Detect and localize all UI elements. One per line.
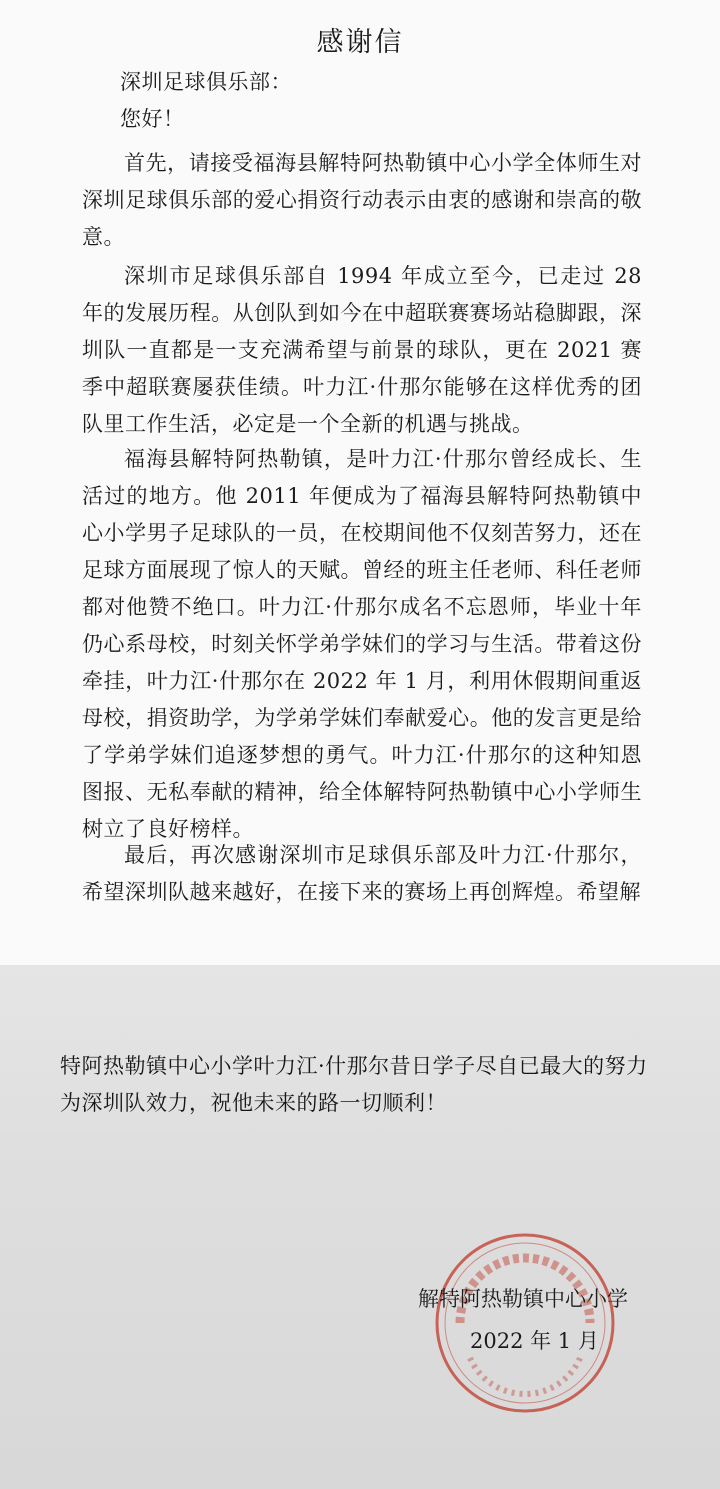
- paragraph-3: 福海县解特阿热勒镇，是叶力江·什那尔曾经成长、生活过的地方。他 2011 年便成为了福海县解特阿热勒镇中心小学男子足球队的一员，在校期间他不仅刻苦努力，还在足球方面展现了惊人的天赋。曾经的班主任老师、科任老师都对他赞不绝口。叶力江·什那尔成名不忘恩师，毕业十年仍心系母校，时刻关怀学弟学妹们的学习与生活。带着这份牵挂，叶力江·什那尔在 2022 年 1 月，利用休假期间重返母校，捐资助学，为学弟学妹们奉献爱心。他的发言更是给了学弟学妹们追逐梦想的勇气。叶力江·什那尔的这种知恩图报、无私奉献的精神，给全体解特阿热勒镇中心小学师生树立了良好榜样。: [82, 447, 642, 841]
- paragraph-4: 最后，再次感谢深圳市足球俱乐部及叶力江·什那尔，希望深圳队越来越好，在接下来的赛场上再创辉煌。希望解: [82, 843, 642, 904]
- official-seal: [430, 1228, 620, 1418]
- paragraph-2: 深圳市足球俱乐部自 1994 年成立至今，已走过 28 年的发展历程。从创队到如今在中超联赛赛场站稳脚跟，深圳队一直都是一支充满希望与前景的球队，更在 2021 赛季中超联赛屡获佳绩。叶力江·什那尔能够在这样优秀的团队里工作生活，必定是一个全新的机遇与挑战。: [82, 264, 642, 436]
- salutation: 深圳足球俱乐部：: [120, 70, 292, 94]
- greeting: 您好！: [120, 107, 185, 131]
- paragraph-1: 首先，请接受福海县解特阿热勒镇中心小学全体师生对深圳足球俱乐部的爱心捐资行动表示由衷的感谢和崇高的敬意。: [82, 151, 642, 249]
- paragraph-continuation: 特阿热勒镇中心小学叶力江·什那尔昔日学子尽自已最大的努力为深圳队效力，祝他未来的路一切顺利！: [60, 1054, 648, 1115]
- letter-title: 感谢信: [316, 27, 404, 58]
- signature-date: 2022 年 1 月: [470, 1329, 599, 1353]
- signature-school: 解特阿热勒镇中心小学: [418, 1287, 628, 1311]
